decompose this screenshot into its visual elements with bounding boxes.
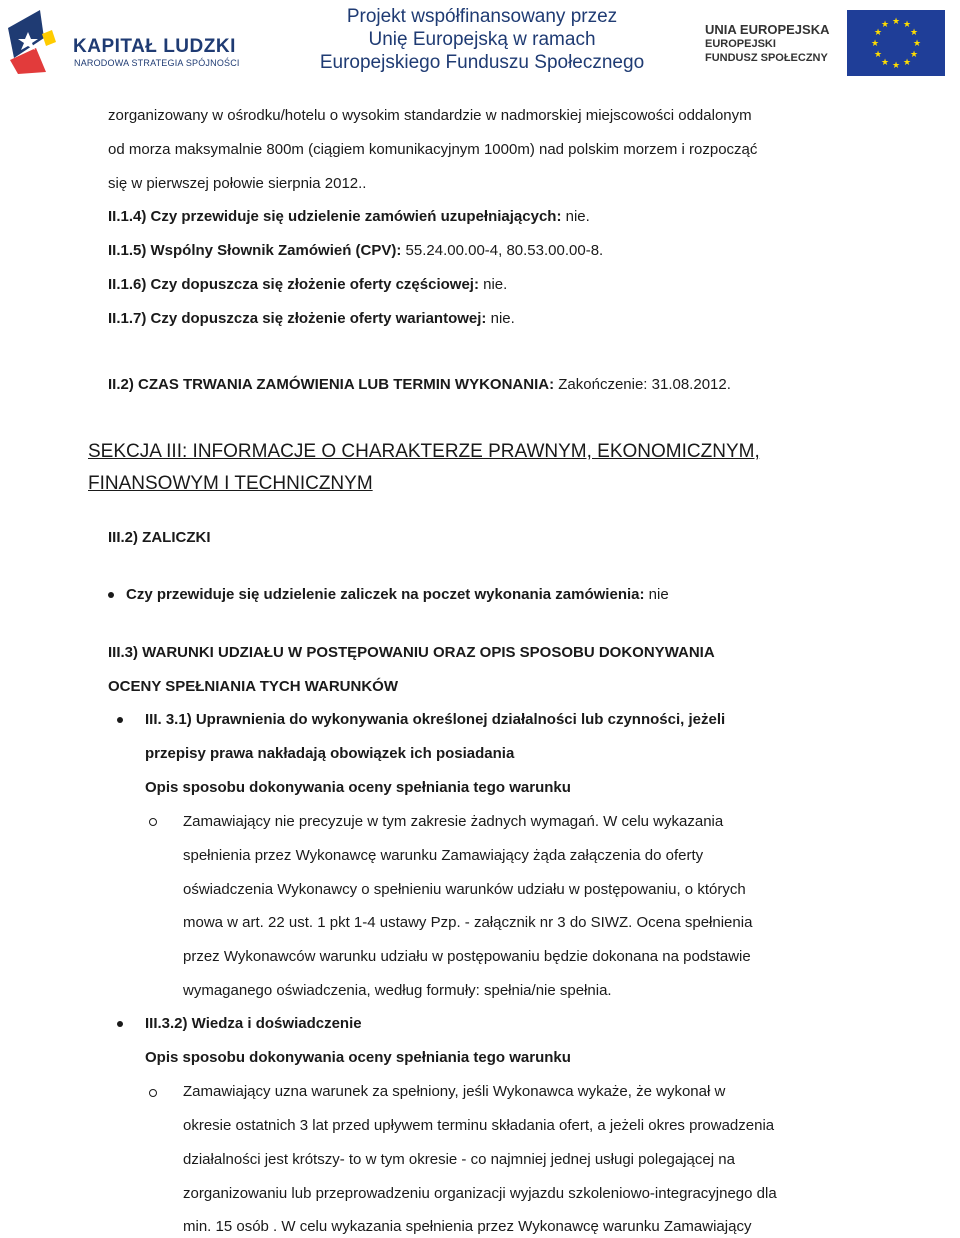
kapital-ludzki-title: KAPITAŁ LUDZKI: [73, 36, 236, 57]
eu-label-3: FUNDUSZ SPOŁECZNY: [705, 52, 828, 64]
svg-text:★: ★: [909, 28, 919, 38]
intro-line-1: zorganizowany w ośrodku/hotelu o wysokim standardzie w nadmorskiej miejscowości oddalonym: [108, 107, 752, 124]
duration-value: Zakończenie: 31.08.2012.: [554, 376, 731, 393]
duration-line: [108, 376, 731, 394]
eu-label-1: UNIA EUROPEJSKA: [705, 22, 830, 37]
cofinancing-line-3: Europejskiego Funduszu Społecznego: [319, 52, 645, 73]
condition-3-2-heading: III.3.2) Wiedza i doświadczenie: [145, 1015, 362, 1032]
condition-3-2-text-line-3: działalności jest krótszy- to w tym okresie - co najmniej jednej usługi polegającej na: [183, 1151, 735, 1168]
item-label: II.1.6) Czy dopuszcza się złożenie oferty częściowej:: [108, 276, 479, 293]
section-3-title-line-2: FINANSOWYM I TECHNICZNYM: [88, 473, 373, 494]
circle-bullet-icon: [149, 1089, 157, 1097]
item-value: 55.24.00.00-4, 80.53.00.00-8.: [401, 242, 604, 259]
condition-3-2-desc-heading: Opis sposobu dokonywania oceny spełniania tego warunku: [145, 1049, 571, 1066]
advances-heading: III.2) ZALICZKI: [108, 529, 211, 546]
item-ii-1-4: [108, 208, 590, 226]
item-label: II.1.7) Czy dopuszcza się złożenie oferty wariantowej:: [108, 310, 487, 327]
item-label: II.1.5) Wspólny Słownik Zamówień (CPV):: [108, 242, 402, 259]
svg-text:★: ★: [873, 50, 883, 60]
conditions-heading-line-2: OCENY SPEŁNIANIA TYCH WARUNKÓW: [108, 678, 399, 695]
item-label: II.1.4) Czy przewiduje się udzielenie zamówień uzupełniających:: [108, 208, 562, 225]
svg-text:★: ★: [912, 39, 922, 49]
condition-3-2-text-line-2: okresie ostatnich 3 lat przed upływem terminu składania ofert, a jeżeli okres prowadzenia: [183, 1117, 775, 1134]
condition-3-2-text-line-5: min. 15 osób . W celu wykazania spełnienia przez Wykonawcę warunku Zamawiający: [183, 1218, 752, 1235]
svg-text:★: ★: [880, 58, 890, 68]
condition-3-2-text-line-1: Zamawiający uzna warunek za spełniony, jeśli Wykonawca wykaże, że wykonał w: [183, 1083, 726, 1100]
condition-3-1-desc-heading: Opis sposobu dokonywania oceny spełniania tego warunku: [145, 779, 571, 796]
condition-3-1-text-line-2: spełnienia przez Wykonawcę warunku Zamawiający żąda załączenia do oferty: [183, 847, 704, 864]
advances-question: [126, 586, 669, 604]
condition-3-1-text-line-6: wymaganego oświadczenia, według formuły: spełnia/nie spełnia.: [183, 982, 612, 999]
eu-label-2: EUROPEJSKI: [705, 38, 776, 50]
advances-q-label: Czy przewiduje się udzielenie zaliczek na poczet wykonania zamówienia:: [126, 586, 645, 603]
item-ii-1-6: [108, 276, 507, 294]
bullet-icon: [117, 717, 123, 723]
condition-3-1-text-line-5: przez Wykonawców warunku udziału w postępowaniu będzie dokonana na podstawie: [183, 948, 751, 965]
section-3-title-line-1: SEKCJA III: INFORMACJE O CHARAKTERZE PRAWNYM, EKONOMICZNYM,: [88, 441, 760, 462]
kapital-ludzki-subtitle: NARODOWA STRATEGIA SPÓJNOŚCI: [74, 58, 240, 68]
cofinancing-line-2: Unię Europejską w ramach: [368, 29, 596, 50]
condition-3-1-text-line-4: mowa w art. 22 ust. 1 pkt 1-4 ustawy Pzp. - załącznik nr 3 do SIWZ. Ocena spełnienia: [183, 914, 753, 931]
advances-answer: nie: [644, 586, 669, 603]
item-value: nie.: [561, 208, 590, 225]
svg-text:★: ★: [909, 50, 919, 60]
condition-3-2-text-line-4: zorganizowaniu lub przeprowadzeniu organizacji wyjazdu szkoleniowo-integracyjnego dla: [183, 1185, 777, 1202]
item-value: nie.: [486, 310, 515, 327]
intro-line-3: się w pierwszej połowie sierpnia 2012..: [108, 175, 367, 192]
item-value: nie.: [478, 276, 508, 293]
item-ii-1-5: [108, 242, 603, 260]
duration-label: II.2) CZAS TRWANIA ZAMÓWIENIA LUB TERMIN WYKONANIA:: [108, 376, 555, 393]
svg-text:★: ★: [902, 20, 912, 30]
bullet-icon: [117, 1021, 123, 1027]
svg-text:★: ★: [880, 20, 890, 30]
svg-text:★: ★: [873, 28, 883, 38]
intro-line-2: od morza maksymalnie 800m (ciągiem komunikacyjnym 1000m) nad polskim morzem i rozpocząć: [108, 141, 758, 158]
svg-text:★: ★: [891, 17, 901, 27]
condition-3-1-text-line-3: oświadczenia Wykonawcy o spełnieniu warunków udziału w postępowaniu, o których: [183, 881, 746, 898]
circle-bullet-icon: [149, 818, 157, 826]
conditions-heading-line-1: III.3) WARUNKI UDZIAŁU W POSTĘPOWANIU ORAZ OPIS SPOSOBU DOKONYWANIA: [108, 644, 715, 661]
svg-text:★: ★: [891, 61, 901, 71]
svg-text:★: ★: [870, 39, 880, 49]
condition-3-1-text-line-1: Zamawiający nie precyzuje w tym zakresie żadnych wymagań. W celu wykazania: [183, 813, 724, 830]
condition-3-1-line-2: przepisy prawa nakładają obowiązek ich posiadania: [145, 745, 515, 762]
cofinancing-line-1: Projekt współfinansowany przez: [346, 6, 618, 27]
condition-3-1-line-1: III. 3.1) Uprawnienia do wykonywania określonej działalności lub czynności, jeżeli: [145, 711, 726, 728]
item-ii-1-7: [108, 310, 515, 328]
svg-text:★: ★: [902, 58, 912, 68]
bullet-icon: [108, 592, 114, 598]
